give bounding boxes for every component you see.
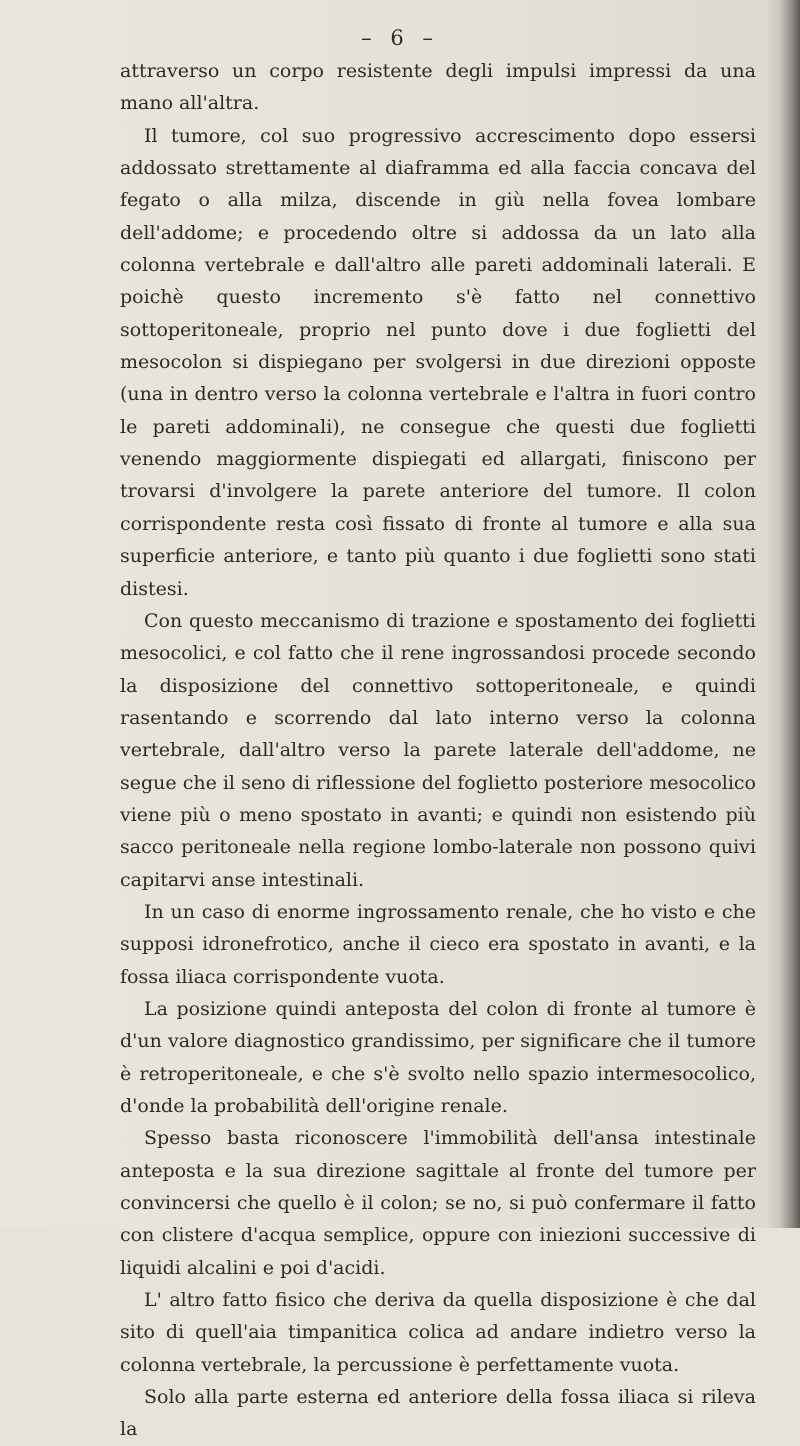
paragraph: Solo alla parte esterna ed anteriore della fossa iliaca si rileva la (120, 1386, 756, 1441)
body-text (120, 55, 756, 1446)
paragraph: Il tumore, col suo progressivo accrescimento dopo essersi addossato strettamente al diaframma ed alla faccia concava del fegato o alla milza, discende in giù nella fovea lombare dell'addome; e procedendo oltre si addossa da un lato alla colonna vertebrale e dall'altro alle pareti addominali laterali. E poichè questo incremento s'è fatto nel connettivo sottoperitoneale, proprio nel punto dove i due foglietti del mesocolon si dispiegano per svolgersi in due direzioni opposte (una in dentro verso la colonna vertebrale e l'altra in fuori contro le pareti addominali), ne consegue che questi due foglietti venendo maggiormente dispiegati ed allargati, finiscono per trovarsi d'involgere la parete anteriore del tumore. Il colon corrispondente resta così fissato di fronte al tumore e alla sua superficie anteriore, e tanto più quanto i due foglietti sono stati distesi. (120, 124, 756, 600)
paragraph: Spesso basta riconoscere l'immobilità dell'ansa intestinale anteposta e la sua direzione sagittale al fronte del tumore per convincersi che quello è il colon; se no, si può confermare il fatto con clistere d'acqua semplice, oppure con iniezioni successive di liquidi alcalini e poi d'acidi. (120, 1127, 756, 1279)
paragraph: L' altro fatto fisico che deriva da quella disposizione è che dal sito di quell'aia timpanitica colica ad andare indietro verso la colonna vertebrale, la percussione è perfettamente vuota. (120, 1289, 756, 1376)
paragraph: In un caso di enorme ingrossamento renale, che ho visto e che supposi idronefrotico, anche il cieco era spostato in avanti, e la fossa iliaca corrispondente vuota. (120, 900, 756, 988)
paragraph: La posizione quindi anteposta del colon di fronte al tumore è d'un valore diagnostico grandissimo, per significare che il tumore è retroperitoneale, e che s'è svolto nello spazio intermesocolico, d'onde la probabilità dell'origine renale. (120, 997, 756, 1117)
page-edge-shadow (766, 0, 800, 1228)
paragraph: attraverso un corpo resistente degli impulsi impressi da una mano all'altra. (120, 60, 756, 115)
page-number: – 6 – (361, 26, 439, 50)
paragraph: Con questo meccanismo di trazione e spostamento dei foglietti mesocolici, e col fatto che il rene ingrossandosi procede secondo la disposizione del connettivo sottoperitoneale, e quindi rasentando e scorrendo dal lato interno verso la colonna vertebrale, dall'altro verso la parete laterale dell'addome, ne segue che il seno di riflessione del foglietto posteriore mesocolico viene più o meno spostato in avanti; e quindi non esistendo più sacco peritoneale nella regione lombo-laterale non possono quivi capitarvi anse intestinali. (120, 609, 756, 891)
